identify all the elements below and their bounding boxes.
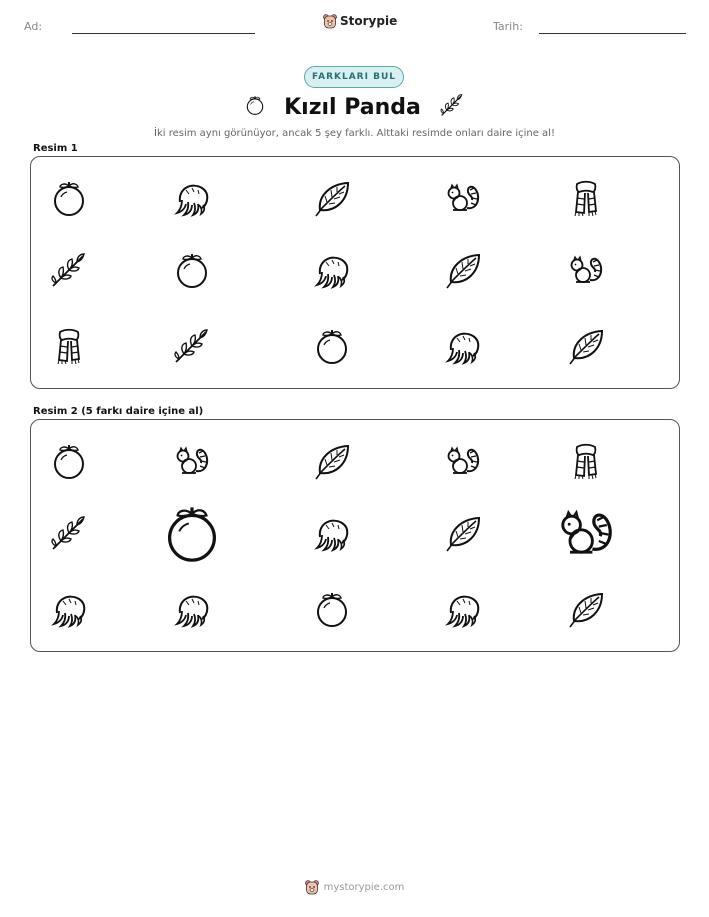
squirrel-icon	[556, 240, 616, 300]
claw-icon[interactable]	[302, 503, 362, 563]
footer	[0, 879, 709, 895]
claw-icon[interactable]	[433, 579, 493, 639]
leafy-branch-icon[interactable]	[39, 503, 99, 563]
claw-icon	[162, 168, 222, 228]
squirrel-icon[interactable]	[162, 431, 222, 491]
leafy-branch-icon	[39, 240, 99, 300]
claw-icon	[433, 316, 493, 376]
worksheet-badge: FARKLARI BUL	[304, 66, 404, 88]
date-label: Tarih:	[493, 20, 523, 33]
squirrel-icon	[433, 168, 493, 228]
picture1-label: Resim 1	[33, 143, 78, 154]
picture2-label: Resim 2 (5 farkı daire içine al)	[33, 406, 204, 417]
footer-url: mystorypie.com	[323, 881, 405, 893]
date-line[interactable]	[539, 33, 686, 34]
leaf-icon	[556, 316, 616, 376]
apple-icon	[302, 316, 362, 376]
scarf-icon	[39, 316, 99, 376]
apple-icon	[39, 168, 99, 228]
claw-icon[interactable]	[162, 579, 222, 639]
apple-icon	[162, 240, 222, 300]
apple-icon[interactable]	[162, 503, 222, 563]
title-apple-icon	[244, 94, 266, 122]
name-line[interactable]	[72, 33, 255, 34]
page-title	[0, 92, 709, 124]
storypie-bear-icon	[305, 879, 319, 895]
claw-icon	[302, 240, 362, 300]
instructions: İki resim aynı görünüyor, ancak 5 şey farklı. Alttaki resimde onları daire içine al!	[154, 128, 555, 139]
apple-icon[interactable]	[302, 579, 362, 639]
squirrel-icon[interactable]	[556, 503, 616, 563]
leaf-icon[interactable]	[556, 579, 616, 639]
leaf-icon[interactable]	[433, 503, 493, 563]
leaf-icon	[433, 240, 493, 300]
leaf-icon[interactable]	[302, 431, 362, 491]
name-label: Ad:	[24, 20, 43, 33]
leaf-icon	[302, 168, 362, 228]
brand-logo	[323, 13, 397, 29]
leafy-branch-icon	[162, 316, 222, 376]
brand-name: Storypie	[340, 14, 398, 28]
picture2-panel[interactable]	[30, 419, 680, 652]
storypie-bear-icon	[323, 13, 337, 29]
scarf-icon	[556, 168, 616, 228]
claw-icon[interactable]	[39, 579, 99, 639]
apple-icon[interactable]	[39, 431, 99, 491]
picture1-panel	[30, 156, 680, 389]
page-title-text: Kızıl Panda	[284, 95, 421, 120]
scarf-icon[interactable]	[556, 431, 616, 491]
squirrel-icon[interactable]	[433, 431, 493, 491]
title-branch-icon	[439, 92, 465, 124]
